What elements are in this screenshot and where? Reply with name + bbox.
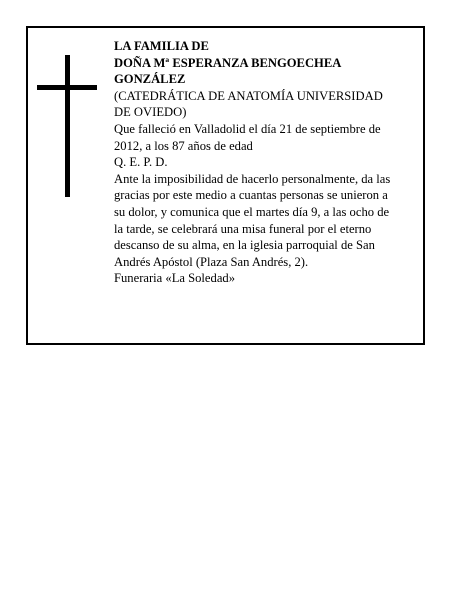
body-line-rip: Q. E. P. D.	[114, 155, 168, 170]
body-line-death: Que falleció en Valladolid el día 21 de septiembre de	[114, 121, 381, 136]
body-line-thanks-4: la tarde, se celebrará una misa funeral por el eterno	[114, 221, 372, 236]
obituary-text	[114, 38, 414, 287]
body-line-age: 2012, a los 87 años de edad	[114, 138, 253, 153]
heading-line-family: LA FAMILIA DE	[114, 39, 209, 53]
latin-cross-icon	[37, 55, 97, 197]
body-line-thanks-3: su dolor, y comunica que el martes día 9, a las ocho de	[114, 204, 390, 219]
body-line-thanks-5: descanso de su alma, en la iglesia parroquial de San	[114, 238, 375, 253]
body-line-funeral-home: Funeraria «La Soledad»	[114, 271, 235, 286]
body-line-profession: (CATEDRÁTICA DE ANATOMÍA UNIVERSIDAD	[114, 88, 383, 103]
heading-line-name: DOÑA Mª ESPERANZA BENGOECHEA	[114, 55, 342, 70]
heading-line-surname: GONZÁLEZ	[114, 72, 186, 87]
body-line-profession-cont: DE OVIEDO)	[114, 105, 187, 120]
body-line-thanks-1: Ante la imposibilidad de hacerlo personalmente, da las	[114, 171, 391, 186]
cross-horizontal-bar	[37, 85, 97, 90]
body-line-thanks-2: gracias por este medio a cuantas personas se unieron a	[114, 188, 388, 203]
cross-vertical-bar	[65, 55, 70, 197]
body-line-thanks-6: Andrés Apóstol (Plaza San Andrés, 2).	[114, 254, 309, 269]
